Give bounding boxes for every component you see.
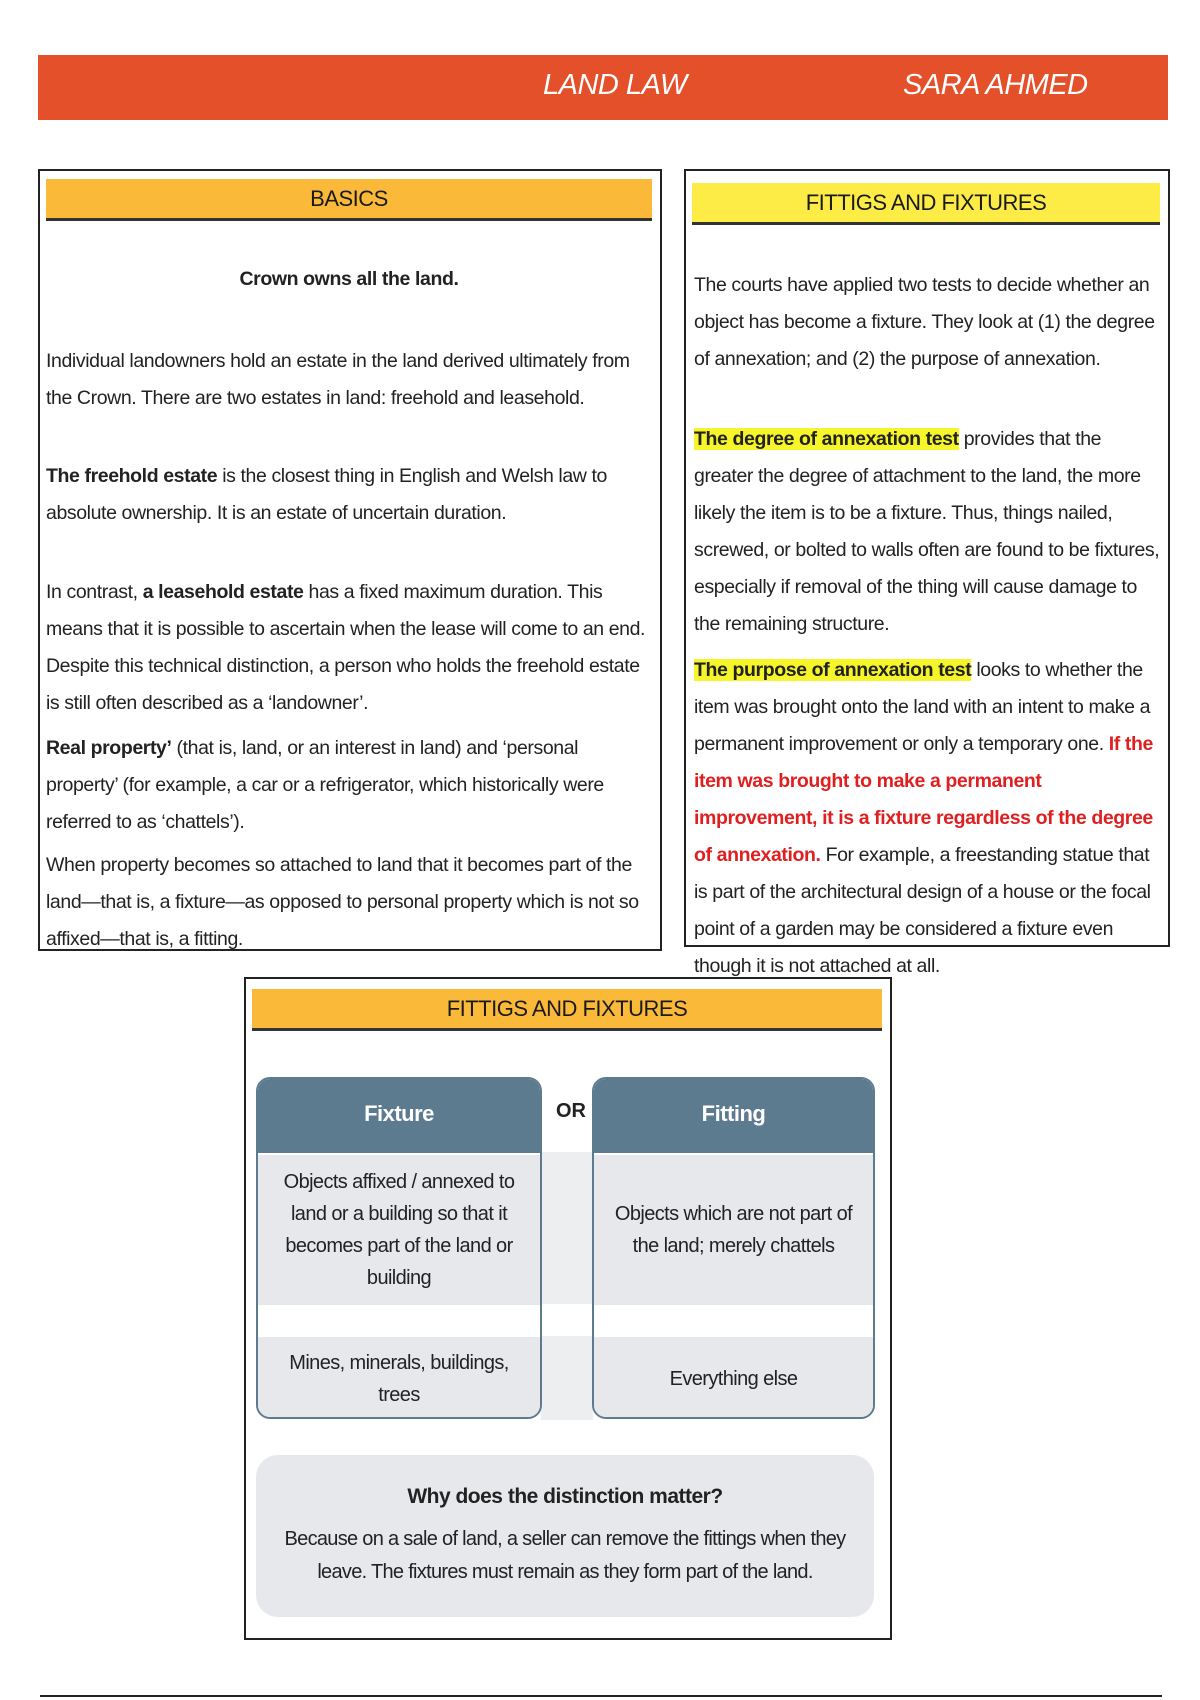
fixture-title: Fixture: [258, 1079, 540, 1153]
purpose-test-example: For example, a freestanding statue that is part of the architectural design of a house or the focal point of a garden may be considered a fixture even though it is not attached at all.: [694, 844, 1151, 977]
purpose-test-rule: If the item was brought to make a permanent improvement, it is a fixture regardless of the degree of annexation.: [694, 733, 1153, 866]
why-question: Why does the distinction matter?: [407, 1485, 723, 1508]
leasehold-text: has a fixed maximum duration. This means that it is possible to ascertain when the lease will come to an end. Despite this technical distinction, a person who holds the freehold estate is still often described as a ‘landowner’.: [46, 581, 646, 714]
fixture-card: [256, 1077, 542, 1419]
why-box: [256, 1455, 874, 1617]
fitting-definition: Objects which are not part of the land; merely chattels: [594, 1155, 873, 1305]
degree-test-text: provides that the greater the degree of attachment to the land, the more likely the item is to be a fixture. Thus, things nailed, screwed, or bolted to walls often are found to be fixtures, especially if removal of the thing will cause damage to the remaining structure.: [694, 428, 1160, 635]
fixture-definition: Objects affixed / annexed to land or a building so that it becomes part of the land or building: [258, 1155, 540, 1305]
freehold-term: The freehold estate: [46, 465, 218, 487]
basics-para-fixture: When property becomes so attached to land that it becomes part of the land—that is, a fixture—as opposed to personal property which is not so affixed—that is, a fitting.: [46, 854, 639, 950]
fittings-para-tests: The courts have applied two tests to decide whether an object has become a fixture. They look at (1) the degree of annexation; and (2) the purpose of annexation.: [694, 274, 1155, 370]
author-name: SARA AHMED: [903, 69, 1088, 101]
or-strip-bottom: [541, 1336, 593, 1420]
fitting-title: Fitting: [594, 1079, 873, 1153]
subject-title: LAND LAW: [543, 69, 687, 101]
leasehold-term: a leasehold estate: [142, 581, 304, 603]
header-banner: [38, 55, 1168, 120]
real-property-term: Real property’: [46, 737, 172, 759]
fitting-card: [592, 1077, 875, 1419]
fittings-para-degree: [694, 421, 1162, 643]
leasehold-intro: In contrast,: [46, 581, 143, 603]
fittings-text-panel: [684, 169, 1170, 977]
basics-para-property: [46, 730, 652, 841]
basics-title: BASICS: [46, 179, 652, 221]
bottom-divider: [40, 1695, 1162, 1697]
purpose-test-highlight: The purpose of annexation test: [694, 659, 972, 681]
fitting-examples: Everything else: [594, 1337, 873, 1419]
purpose-test-text: looks to whether the item was brought onto the land with an intent to make a permanent improvement or only a temporary one.: [694, 659, 1151, 755]
or-strip-top: [541, 1152, 593, 1304]
basics-panel: [38, 169, 662, 951]
degree-test-highlight: The degree of annexation test: [694, 428, 959, 450]
freehold-text: is the closest thing in English and Welsh law to absolute ownership. It is an estate of uncertain duration.: [46, 465, 607, 524]
or-label: OR: [556, 1100, 586, 1122]
fixture-examples: Mines, minerals, buildings, trees: [258, 1337, 540, 1419]
diagram-title: FITTIGS AND FIXTURES: [252, 989, 882, 1031]
basics-para-estates: Individual landowners hold an estate in the land derived ultimately from the Crown. There are two estates in land: freehold and leasehold.: [46, 350, 630, 409]
property-text: (that is, land, or an interest in land) and ‘personal property’ (for example, a car or a refrigerator, which historically were referred to as ‘chattels’).: [46, 737, 604, 833]
fittings-para-purpose: [694, 652, 1162, 985]
why-answer: Because on a sale of land, a seller can remove the fittings when they leave. The fixtures must remain as they form part of the land.: [284, 1528, 846, 1583]
basics-para-freehold: [46, 458, 652, 532]
fittings-text-title: FITTIGS AND FIXTURES: [692, 183, 1160, 225]
basics-heading: Crown owns all the land.: [239, 268, 459, 290]
basics-para-leasehold: [46, 574, 652, 722]
